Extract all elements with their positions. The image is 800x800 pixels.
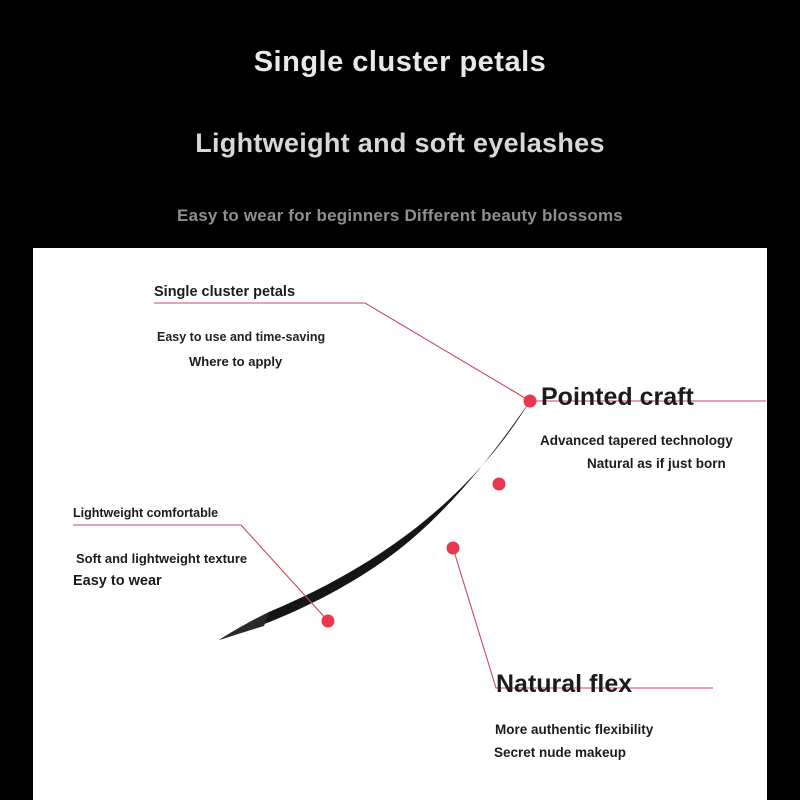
anchor-dot-mid-curve [447,542,460,555]
callout-lightweight-line-2: Easy to wear [73,573,162,589]
header-banner [0,0,800,248]
anchor-dot-upper-curve [493,478,506,491]
callout-lightweight-heading: Lightweight comfortable [73,506,219,520]
callout-lightweight-line-1: Soft and lightweight texture [76,551,248,566]
lash-tip-shade [219,612,269,640]
callout-pointed-craft-line-1: Advanced tapered technology [540,433,733,448]
callout-top-left-line-2: Where to apply [189,354,283,369]
anchor-dot-base [322,615,335,628]
callout-natural-flex-line-2: Secret nude makeup [494,745,627,760]
anchor-dot-tip [524,395,537,408]
callout-top-left-line-1: Easy to use and time-saving [157,330,326,344]
lash-body-shape [219,401,530,640]
leader-line-natural-flex [453,548,713,688]
callout-top-left-heading: Single cluster petals [154,284,296,300]
lash-diagram-graphic [33,248,767,800]
callout-pointed-craft-heading: Pointed craft [541,383,694,411]
page-subtitle: Lightweight and soft eyelashes [195,128,605,158]
callout-pointed-craft-line-2: Natural as if just born [587,456,726,471]
page-title: Single cluster petals [253,46,547,78]
leader-line-top-left [154,303,530,401]
callout-natural-flex-line-1: More authentic flexibility [495,722,654,737]
diagram-panel [33,248,767,800]
callout-natural-flex-heading: Natural flex [496,670,633,698]
page-tagline: Easy to wear for beginners Different beauty blossoms [177,206,623,225]
